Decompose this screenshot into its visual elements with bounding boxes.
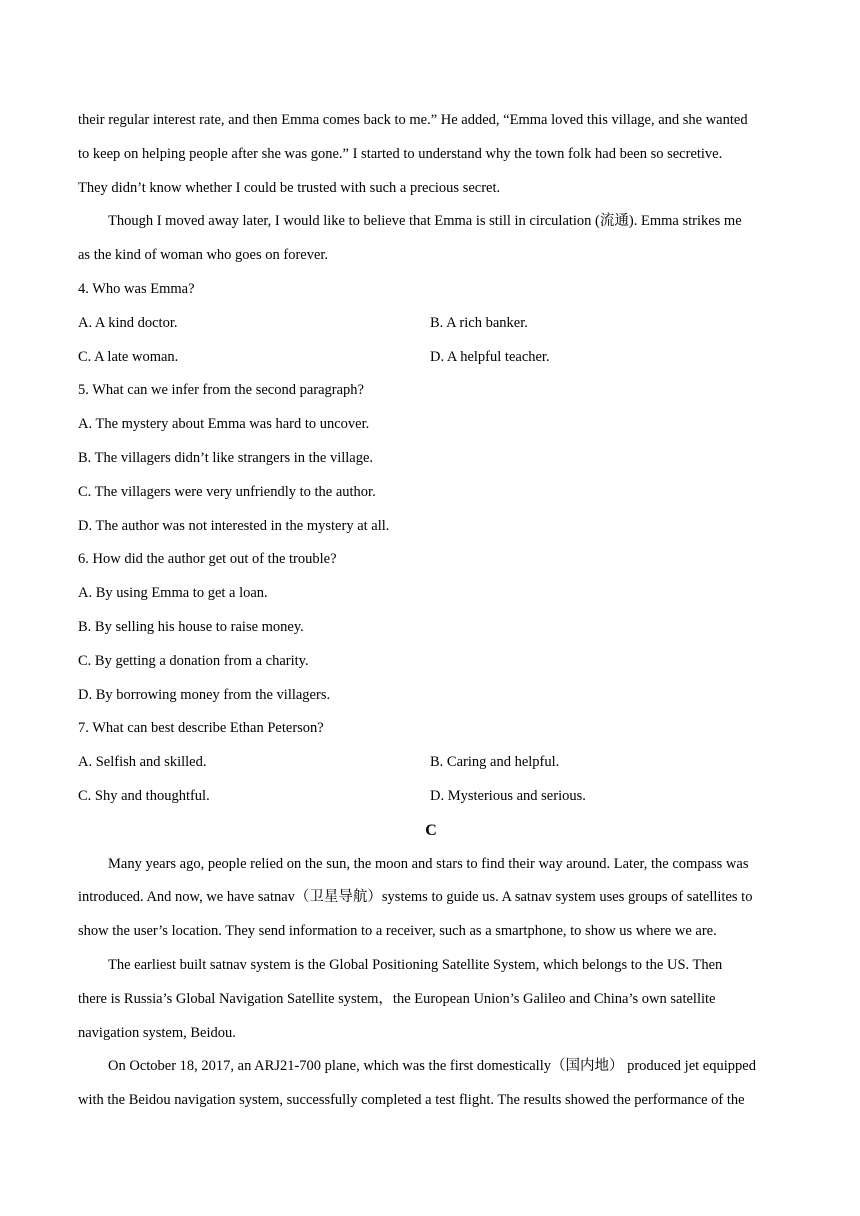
question-4	[78, 273, 784, 374]
question-stem: 7. What can best describe Ethan Peterson?	[78, 720, 324, 737]
text-line: Many years ago, people relied on the sun, the moon and stars to find their way around. Later, the compass was	[108, 855, 749, 872]
text-line: introduced. And now, we have satnav（卫星导航）systems to guide us. A satnav system uses groups of satellites to	[78, 889, 753, 906]
text-line: navigation system, Beidou.	[78, 1024, 236, 1041]
question-stem: 5. What can we infer from the second paragraph?	[78, 382, 364, 399]
option-c: C. Shy and thoughtful.	[78, 787, 210, 804]
text-line: there is Russia’s Global Navigation Satellite system，the European Union’s Galileo and China’s own satellite	[78, 990, 716, 1007]
document-page	[78, 104, 784, 1118]
option-a: A. A kind doctor.	[78, 314, 178, 331]
question-stem: 4. Who was Emma?	[78, 280, 195, 297]
option-b: B. The villagers didn’t like strangers in the village.	[78, 449, 374, 466]
option-d: D. A helpful teacher.	[430, 348, 550, 365]
text-line: show the user’s location. They send information to a receiver, such as a smartphone, to show us where we are.	[78, 923, 717, 940]
question-5	[78, 374, 784, 543]
question-6	[78, 543, 784, 712]
option-a: A. The mystery about Emma was hard to uncover.	[78, 416, 370, 433]
passage-b-last-paragraph	[78, 205, 784, 273]
option-row	[78, 307, 784, 341]
option-row	[78, 780, 784, 814]
option-b: B. Caring and helpful.	[430, 754, 560, 771]
text-line: On October 18, 2017, an ARJ21-700 plane, which was the first domestically（国内地） produced jet equipped	[108, 1058, 756, 1075]
option-d: D. Mysterious and serious.	[430, 787, 586, 804]
option-c: C. A late woman.	[78, 348, 179, 365]
option-row	[78, 341, 784, 375]
text-line: They didn’t know whether I could be trusted with such a precious secret.	[78, 179, 501, 196]
option-b: B. By selling his house to raise money.	[78, 618, 304, 635]
passage-c-paragraph-2	[78, 949, 784, 1050]
text-line: Though I moved away later, I would like to believe that Emma is still in circulation (流通). Emma strikes me	[108, 213, 742, 230]
option-b: B. A rich banker.	[430, 314, 528, 331]
option-d: D. By borrowing money from the villagers.	[78, 686, 331, 703]
text-line: with the Beidou navigation system, successfully completed a test flight. The results showed the performance of the	[78, 1092, 745, 1109]
text-line: to keep on helping people after she was gone.” I started to understand why the town folk had been so secretive.	[78, 145, 723, 162]
passage-c-paragraph-3	[78, 1050, 784, 1118]
option-c: C. By getting a donation from a charity.	[78, 652, 309, 669]
option-d: D. The author was not interested in the mystery at all.	[78, 517, 390, 534]
question-7	[78, 712, 784, 813]
text-line: The earliest built satnav system is the Global Positioning Satellite System, which belongs to the US. Then	[108, 956, 723, 973]
passage-c-paragraph-1	[78, 848, 784, 949]
option-a: A. By using Emma to get a loan.	[78, 585, 268, 602]
text-line: as the kind of woman who goes on forever.	[78, 247, 329, 264]
option-row	[78, 746, 784, 780]
option-a: A. Selfish and skilled.	[78, 754, 207, 771]
section-heading: C	[425, 821, 437, 839]
text-line: their regular interest rate, and then Emma comes back to me.” He added, “Emma loved this village, and she wanted	[78, 112, 748, 128]
passage-b-continuation	[78, 104, 784, 205]
option-c: C. The villagers were very unfriendly to the author.	[78, 483, 376, 500]
question-stem: 6. How did the author get out of the trouble?	[78, 551, 337, 568]
